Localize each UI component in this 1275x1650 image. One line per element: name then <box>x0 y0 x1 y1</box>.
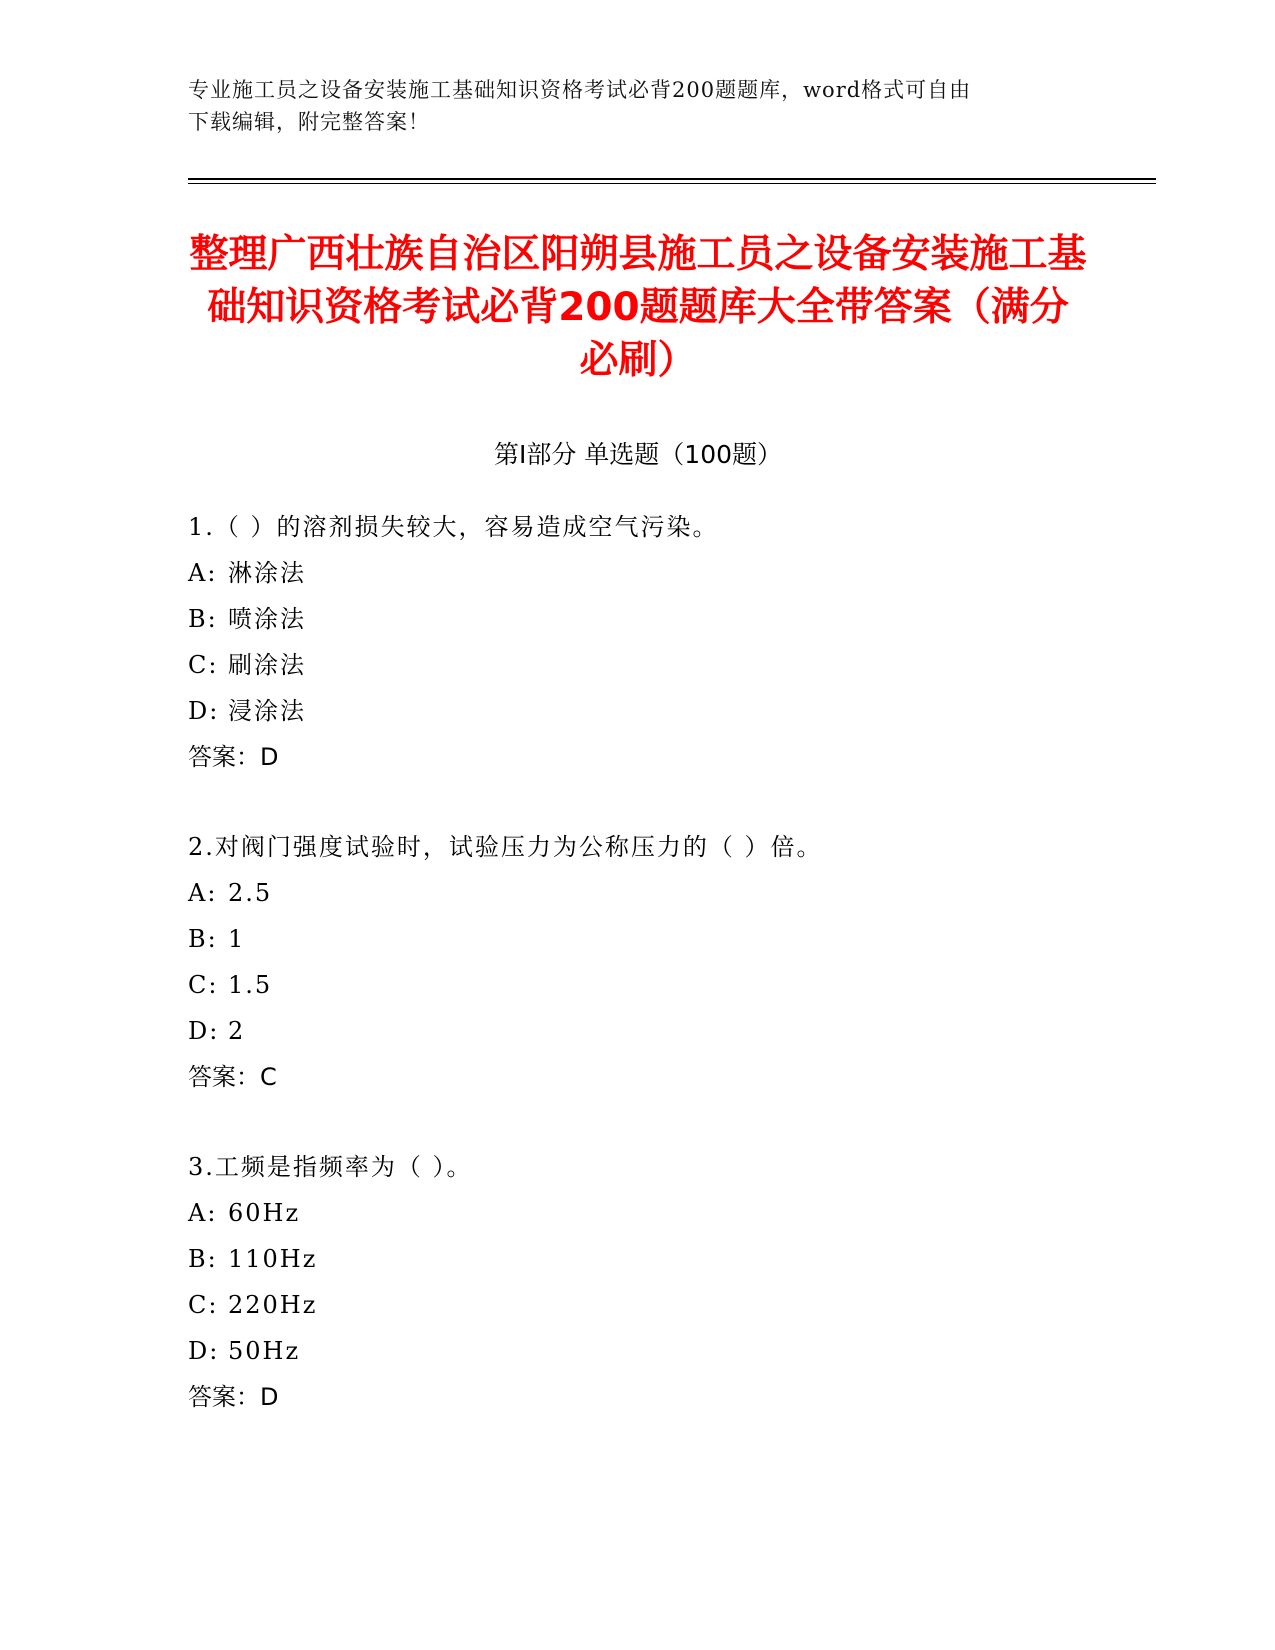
question-stem: 2.对阀门强度试验时，试验压力为公称压力的（ ）倍。 <box>188 833 823 861</box>
option-key: D: <box>188 697 220 725</box>
answer-line: 答案：D <box>188 1383 279 1411</box>
answer-line: 答案：D <box>188 743 279 771</box>
option-key: B: <box>188 1245 218 1273</box>
option-a <box>188 870 1148 916</box>
header-divider-thin <box>188 183 1156 184</box>
option-key: C: <box>188 1291 219 1319</box>
header-divider-thick <box>188 178 1156 180</box>
option-text: 220Hz <box>228 1291 318 1319</box>
option-d <box>188 1008 1148 1054</box>
question-3 <box>188 1144 1148 1420</box>
option-text: 淋涂法 <box>228 559 306 587</box>
option-key: C: <box>188 971 219 999</box>
option-text: 1 <box>228 925 246 953</box>
question-stem: 1.（ ）的溶剂损失较大，容易造成空气污染。 <box>188 513 719 541</box>
option-text: 60Hz <box>228 1199 301 1227</box>
option-d <box>188 1328 1148 1374</box>
option-c <box>188 962 1148 1008</box>
question-stem: 3.工频是指频率为（ ）。 <box>188 1153 473 1181</box>
option-key: B: <box>188 605 218 633</box>
option-text: 1.5 <box>228 971 273 999</box>
option-d <box>188 688 1148 734</box>
option-key: A: <box>188 879 218 907</box>
answer-line: 答案：C <box>188 1063 277 1091</box>
option-text: 2.5 <box>228 879 273 907</box>
option-text: 喷涂法 <box>228 605 306 633</box>
option-key: D: <box>188 1017 220 1045</box>
option-text: 浸涂法 <box>228 697 306 725</box>
option-a <box>188 1190 1148 1236</box>
option-text: 刷涂法 <box>228 651 306 679</box>
section-title: 第Ⅰ部分 单选题（100题） <box>493 440 783 469</box>
question-2 <box>188 824 1148 1100</box>
option-b <box>188 916 1148 962</box>
option-key: C: <box>188 651 219 679</box>
option-b <box>188 1236 1148 1282</box>
header-note-line-2: 下载编辑，附完整答案！ <box>188 110 430 134</box>
option-a <box>188 550 1148 596</box>
document-title: 整理广西壮族自治区阳朔县施工员之设备安装施工基础知识资格考试必背200题题库大全带答案（满分必刷） <box>189 232 1087 383</box>
option-b <box>188 596 1148 642</box>
option-key: A: <box>188 559 218 587</box>
option-key: D: <box>188 1337 220 1365</box>
header-note-line-1: 专业施工员之设备安装施工基础知识资格考试必背200题题库，word格式可自由 <box>188 78 972 102</box>
option-c <box>188 1282 1148 1328</box>
option-key: A: <box>188 1199 218 1227</box>
option-text: 110Hz <box>228 1245 318 1273</box>
option-key: B: <box>188 925 218 953</box>
option-c <box>188 642 1148 688</box>
option-text: 2 <box>228 1017 246 1045</box>
header-note <box>188 74 1068 138</box>
option-text: 50Hz <box>228 1337 301 1365</box>
question-1 <box>188 504 1148 780</box>
